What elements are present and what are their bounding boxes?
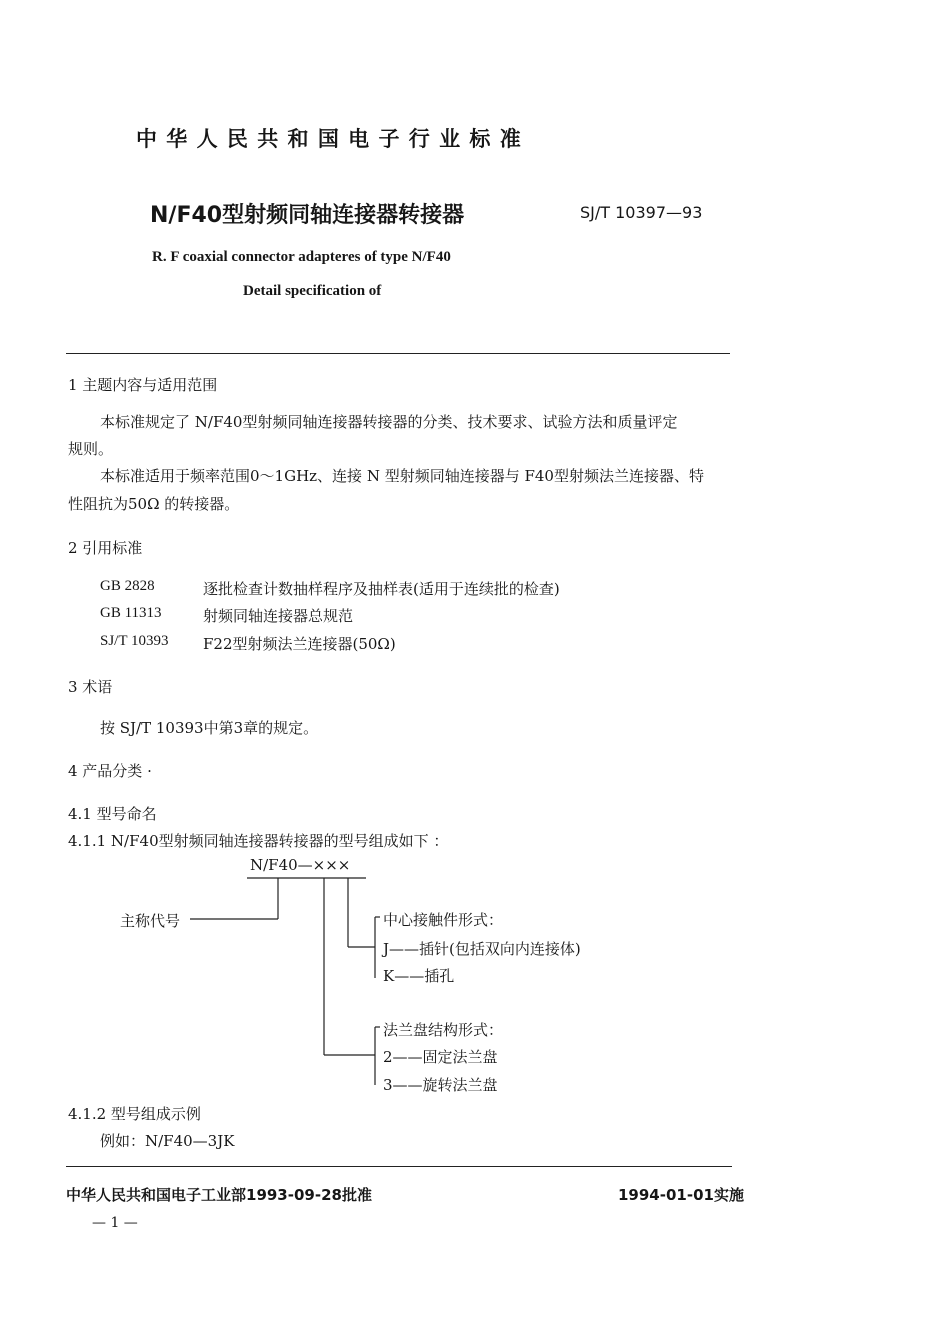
effective-date: 1994-01-01实施 (618, 1186, 744, 1204)
reference-title: 逐批检查计数抽样程序及抽样表(适用于连续批的检查) (203, 580, 560, 598)
reference-code: GB 2828 (100, 578, 155, 594)
contact-type-k: K——插孔 (383, 967, 455, 985)
reference-code: SJ/T 10393 (100, 633, 169, 649)
section-4-1-1-heading: 4.1.1 N/F40型射频同轴连接器转接器的型号组成如下 ： (68, 832, 449, 850)
document-number: SJ/T 10397—93 (580, 203, 703, 222)
footer-divider (66, 1166, 732, 1167)
contact-type-j: J——插针(包括双向内连接体) (383, 940, 581, 958)
page-number: — 1 — (92, 1215, 138, 1231)
section-4-heading: 4 产品分类 · (68, 762, 152, 780)
english-title-line-2: Detail specification of (243, 283, 382, 299)
section-1-paragraph-1-line-1: 本标准规定了 N/F40型射频同轴连接器转接器的分类、技术要求、试验方法和质量评定 (100, 413, 678, 431)
example-text: 例如：N/F40—3JK (100, 1132, 235, 1150)
flange-type-2: 2——固定法兰盘 (383, 1048, 498, 1066)
english-title-line-1: R. F coaxial connector adapteres of type N/F40 (152, 249, 451, 265)
contact-type-title: 中心接触件形式： (383, 911, 504, 929)
flange-type-title: 法兰盘结构形式： (383, 1021, 504, 1039)
approval-statement: 中华人民共和国电子工业部1993-09-28批准 (66, 1186, 372, 1204)
flange-type-3: 3——旋转法兰盘 (383, 1076, 498, 1094)
model-code: N/F40—××× (250, 856, 351, 874)
reference-title: F22型射频法兰连接器(50Ω) (203, 635, 396, 653)
section-3-text: 按 SJ/T 10393中第3章的规定。 (100, 719, 319, 737)
reference-code: GB 11313 (100, 605, 162, 621)
section-4-1-heading: 4.1 型号命名 (68, 805, 157, 823)
section-1-paragraph-2-line-2: 性阻抗为50Ω 的转接器。 (68, 495, 240, 513)
industry-standard-title: 中 华 人 民 共 和 国 电 子 行 业 标 准 (136, 127, 522, 151)
section-1-paragraph-2-line-1: 本标准适用于频率范围0～1GHz、连接 N 型射频同轴连接器与 F40型射频法兰连接器、特 (100, 467, 704, 485)
main-code-label: 主称代号 (120, 912, 181, 930)
document-title: N/F40型射频同轴连接器转接器 (150, 203, 465, 228)
section-4-1-2-heading: 4.1.2 型号组成示例 (68, 1105, 201, 1123)
section-1-paragraph-1-line-2: 规则。 (68, 440, 114, 458)
section-1-heading: 1 主题内容与适用范围 (68, 376, 218, 394)
section-2-heading: 2 引用标准 (68, 539, 143, 557)
section-3-heading: 3 术语 (68, 678, 113, 696)
reference-title: 射频同轴连接器总规范 (203, 607, 354, 625)
